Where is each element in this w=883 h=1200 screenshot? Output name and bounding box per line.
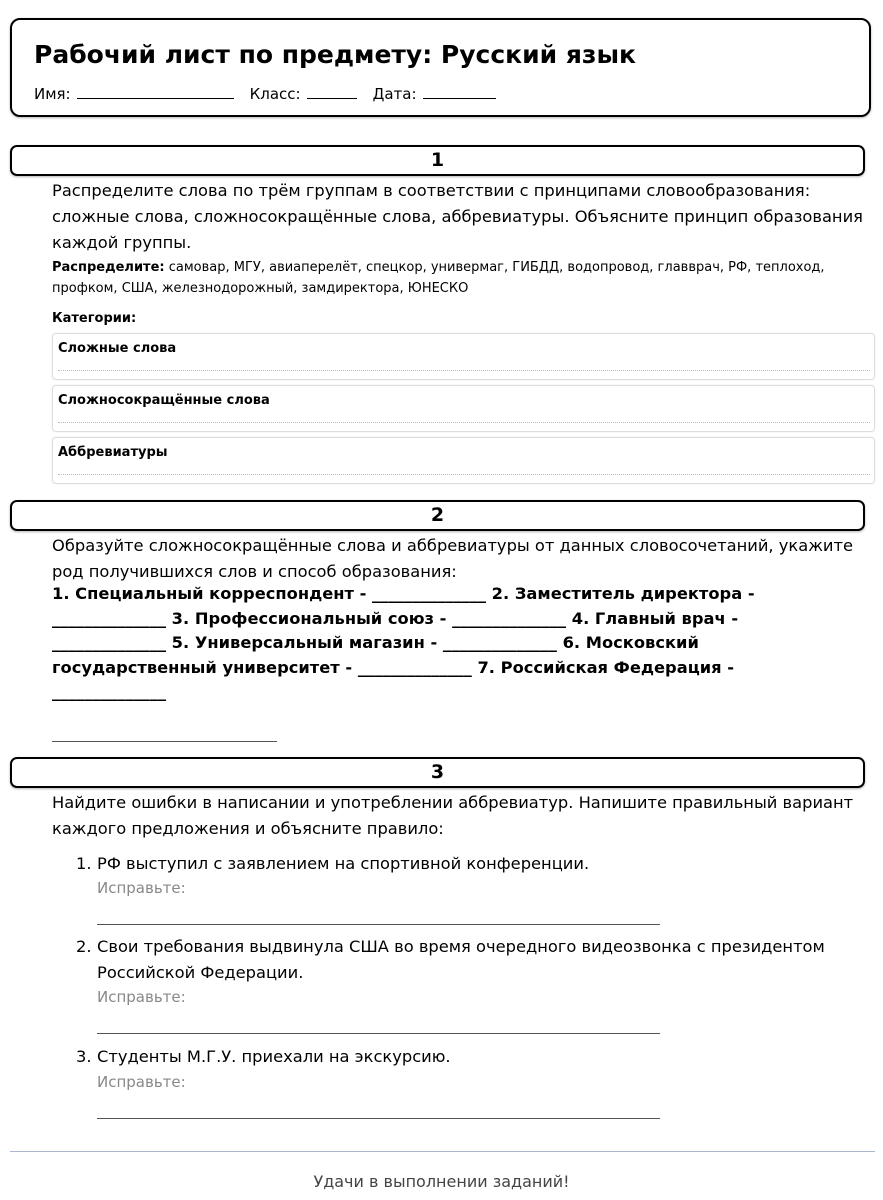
name-field[interactable] — [77, 84, 234, 99]
fix-label: Исправьте: — [97, 1073, 186, 1091]
sentence-text: Российской Федерации. — [97, 963, 304, 982]
category-box[interactable] — [52, 333, 875, 380]
answer-line — [58, 474, 870, 475]
answer-line — [58, 422, 870, 423]
sentence-text: Студенты М.Г.У. приехали на экскурсию. — [97, 1047, 451, 1066]
fix-label: Исправьте: — [97, 988, 186, 1006]
sentence-text: РФ выступил с заявлением на спортивной конференции. — [97, 854, 590, 873]
instruction-line: Найдите ошибки в написании и употреблении аббревиатур. Напишите правильный вариант — [52, 793, 854, 812]
categories-label: Категории: — [52, 311, 137, 326]
task-2-header: 2 — [10, 500, 865, 531]
word-list-words: самовар, МГУ, авиаперелёт, спецкор, универмаг, ГИБДД, водопровод, главврач, РФ, теплоход, профком, США, железнодорожный, замдиректора, ЮНЕСКО — [52, 260, 825, 296]
item-line: 1. Специальный корреспондент - ______________ 2. Заместитель директора - — [52, 584, 755, 603]
footer-text: Удачи в выполнении заданий! — [313, 1172, 570, 1191]
category-box[interactable] — [52, 437, 875, 484]
class-field[interactable] — [307, 84, 357, 99]
category-label: Аббревиатуры — [58, 445, 168, 460]
name-label: Имя: — [34, 85, 71, 103]
item-line: ______________ 3. Профессиональный союз - ______________ 4. Главный врач - — [52, 608, 739, 628]
instruction-line: каждой группы. — [52, 233, 192, 252]
task-1-instruction — [52, 178, 877, 256]
item-number: 1. — [76, 854, 92, 873]
task-1-header: 1 — [10, 145, 865, 176]
category-box[interactable] — [52, 385, 875, 432]
instruction-line: род получившихся слов и способ образования: — [52, 562, 457, 581]
word-list — [52, 257, 877, 299]
answer-line[interactable] — [52, 741, 277, 742]
item-line: ______________ — [52, 682, 166, 701]
instruction-line: Распределите слова по трём группам в соответствии с принципами словообразования: — [52, 181, 811, 200]
task-3-instruction — [52, 790, 877, 842]
date-field[interactable] — [423, 84, 496, 99]
instruction-line: сложные слова, сложносокращённые слова, аббревиатуры. Объясните принцип образования — [52, 207, 863, 226]
date-label: Дата: — [372, 85, 417, 103]
item-number: 2. — [76, 937, 92, 956]
task-2-items — [52, 582, 812, 705]
instruction-line: Образуйте сложносокращённые слова и аббревиатуры от данных словосочетаний, укажите — [52, 536, 853, 555]
answer-line[interactable] — [97, 924, 660, 925]
sentence-text: Свои требования выдвинула США во время очередного видеозвонка с президентом — [97, 937, 825, 956]
student-info — [34, 84, 496, 103]
category-label: Сложные слова — [58, 341, 177, 356]
instruction-line: каждого предложения и объясните правило: — [52, 819, 444, 838]
word-list-label: Распределите: — [52, 260, 165, 275]
task-2-instruction — [52, 533, 877, 585]
item-number: 3. — [76, 1047, 92, 1066]
item-line: государственный университет - ______________ 7. Российская Федерация - — [52, 657, 735, 677]
answer-line[interactable] — [97, 1118, 660, 1119]
class-label: Класс: — [249, 85, 301, 103]
answer-line — [58, 370, 870, 371]
task-3-header: 3 — [10, 757, 865, 788]
answer-line[interactable] — [97, 1033, 660, 1034]
fix-label: Исправьте: — [97, 879, 186, 897]
item-line: ______________ 5. Универсальный магазин - ______________ 6. Московский — [52, 633, 699, 652]
category-label: Сложносокращённые слова — [58, 393, 270, 408]
page-title: Рабочий лист по предмету: Русский язык — [34, 40, 637, 69]
footer-divider — [10, 1151, 875, 1152]
worksheet-header — [10, 18, 871, 117]
